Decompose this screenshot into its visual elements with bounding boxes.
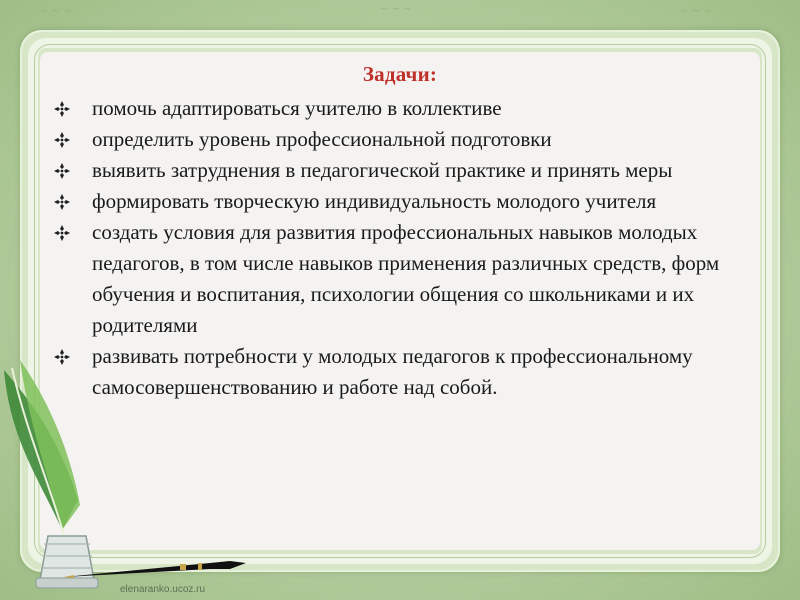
- list-item: [46, 93, 768, 124]
- list-item-text: формировать творческую индивидуальность молодого учителя: [92, 189, 657, 213]
- diamond-fleuron-icon: [54, 124, 70, 155]
- fountain-pen-icon: [60, 555, 250, 585]
- diamond-fleuron-icon: [54, 93, 70, 124]
- list-item: [46, 341, 768, 403]
- list-item-text: определить уровень профессиональной подготовки: [92, 127, 552, 151]
- list-item-text: создать условия для развития профессиональных навыков молодых педагогов, в том числе навыков применения различных средств, форм обучения и воспитания, психологии общения со школьниками и их родителями: [92, 220, 720, 337]
- list-item: [46, 186, 768, 217]
- list-item: [46, 217, 768, 341]
- list-item-text: развивать потребности у молодых педагогов к профессиональному самосовершенствованию и работе над собой.: [92, 344, 693, 399]
- script-decoration: ~ ~ ~: [380, 4, 412, 15]
- diamond-fleuron-icon: [54, 217, 70, 248]
- list-item-text: выявить затруднения в педагогической практике и принять меры: [92, 158, 673, 182]
- diamond-fleuron-icon: [54, 155, 70, 186]
- slide-heading: Задачи:: [362, 62, 438, 86]
- script-decoration: ~ ~ ~: [40, 6, 72, 17]
- diamond-fleuron-icon: [54, 186, 70, 217]
- footer-url: elenaranko.ucoz.ru: [120, 584, 206, 595]
- task-list: [46, 93, 768, 403]
- script-decoration: ~ ~ ~: [680, 6, 712, 17]
- list-item: [46, 155, 768, 186]
- list-item-text: помочь адаптироваться учителю в коллективе: [92, 96, 502, 120]
- list-item: [46, 124, 768, 155]
